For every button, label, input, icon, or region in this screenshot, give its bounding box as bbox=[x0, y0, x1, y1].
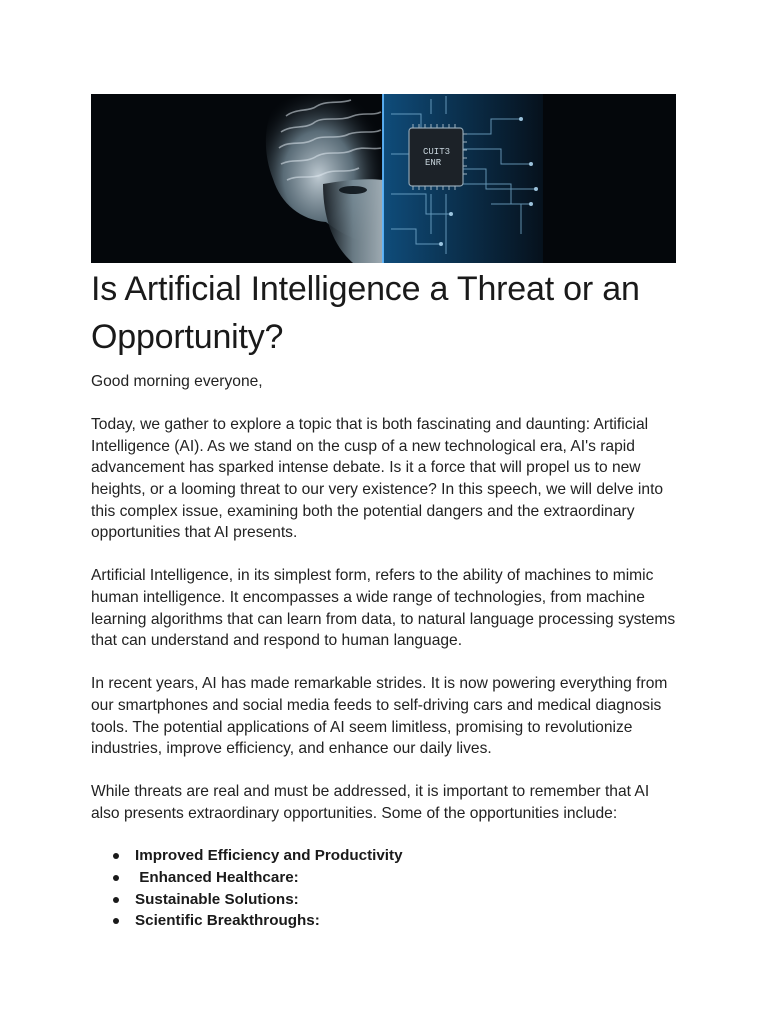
chip-label-line1: CUIT3 bbox=[423, 147, 451, 157]
document-title: Is Artificial Intelligence a Threat or an Opportunity? bbox=[91, 270, 640, 356]
document-page bbox=[91, 94, 681, 932]
list-item bbox=[113, 867, 681, 889]
bullet-icon bbox=[113, 875, 119, 881]
list-item-text: Scientific Breakthroughs: bbox=[135, 912, 320, 930]
progress-paragraph: In recent years, AI has made remarkable strides. It is now powering everything from our smartphones and social media feeds to self-driving cars and medical diagnosis tools. The potential applications of AI seem limitless, promising to revolutionize industries, improve efficiency, and enhance our daily lives. bbox=[91, 675, 668, 758]
opportunities-paragraph: While threats are real and must be addressed, it is important to remember that AI also presents extraordinary opportunities. Some of the opportunities include: bbox=[91, 783, 650, 822]
intro-paragraph: Today, we gather to explore a topic that is both fascinating and daunting: Artificial Intelligence (AI). As we stand on the cusp of a new technological era, AI's rapid advancement has sparked intense debate. Is it a force that will propel us to new heights, or a looming threat to our very existence? In this speech, we will delve into this complex issue, examining both the potential dangers and the extraordinary opportunities that AI presents. bbox=[91, 416, 664, 542]
chip-label-line2: ENR bbox=[425, 158, 442, 168]
list-item-text: Improved Efficiency and Productivity bbox=[135, 847, 403, 865]
greeting-paragraph: Good morning everyone, bbox=[91, 373, 263, 390]
bullet-icon bbox=[113, 897, 119, 903]
list-item bbox=[113, 910, 681, 932]
list-item bbox=[113, 845, 681, 867]
list-item bbox=[113, 889, 681, 911]
definition-paragraph: Artificial Intelligence, in its simplest form, refers to the ability of machines to mimic human intelligence. It encompasses a wide range of technologies, from machine learning algorithms that can learn from data, to natural language processing systems that can understand and respond to human language. bbox=[91, 567, 676, 650]
bullet-icon bbox=[113, 853, 119, 859]
chip-icon bbox=[409, 124, 467, 190]
hero-image bbox=[91, 94, 676, 263]
ai-brain-illustration bbox=[91, 94, 676, 263]
list-item-text: Sustainable Solutions: bbox=[135, 890, 299, 908]
list-item-text: Enhanced Healthcare: bbox=[135, 869, 299, 887]
opportunities-list bbox=[91, 845, 681, 931]
bullet-icon bbox=[113, 918, 119, 924]
